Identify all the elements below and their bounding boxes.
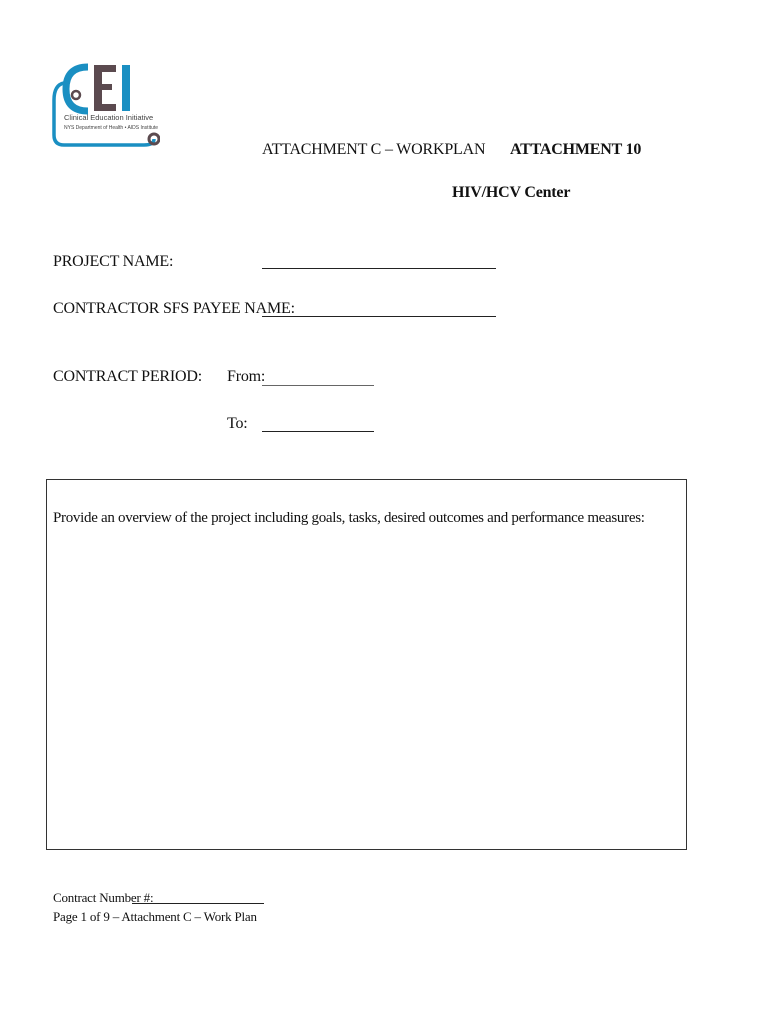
project-name-label: PROJECT NAME: <box>53 253 174 270</box>
document-title: ATTACHMENT C – WORKPLAN <box>262 141 486 158</box>
cei-logo <box>50 55 160 160</box>
cei-logo-graphic <box>50 55 160 160</box>
contract-period-label: CONTRACT PERIOD: <box>53 368 202 385</box>
logo-line1: Clinical Education Initiative <box>64 113 154 122</box>
project-name-field[interactable] <box>262 255 496 269</box>
contractor-payee-field[interactable] <box>262 303 496 317</box>
overview-prompt: Provide an overview of the project including goals, tasks, desired outcomes and performance measures: <box>53 510 645 526</box>
contract-number-label: Contract Number #: <box>53 890 154 905</box>
from-date-field[interactable] <box>262 372 374 386</box>
from-label: From: <box>227 368 266 385</box>
contractor-payee-label: CONTRACTOR SFS PAYEE NAME: <box>53 300 295 317</box>
overview-box[interactable] <box>46 479 687 850</box>
logo-line2: NYS Department of Health • AIDS Institute <box>64 125 159 131</box>
document-subtitle: HIV/HCV Center <box>452 184 571 201</box>
contract-number-field[interactable] <box>132 891 264 904</box>
page-info: Page 1 of 9 – Attachment C – Work Plan <box>53 909 257 924</box>
attachment-number: ATTACHMENT 10 <box>510 141 642 158</box>
to-label: To: <box>227 415 248 432</box>
to-date-field[interactable] <box>262 418 374 432</box>
